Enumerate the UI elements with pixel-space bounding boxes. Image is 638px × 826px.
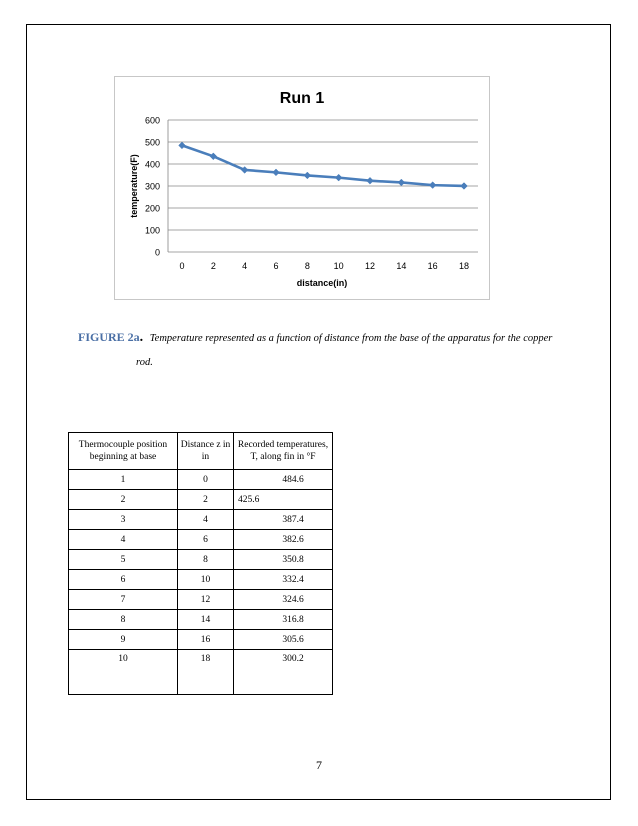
figure-caption xyxy=(78,325,578,375)
figure-caption-text: Temperature represented as a function of distance from the base of the apparatus for the copper xyxy=(149,333,553,344)
cell-temperature: 387.4 xyxy=(282,514,304,525)
data-point xyxy=(367,177,374,184)
header-thermocouple-position: Thermocouple position beginning at base xyxy=(69,433,178,470)
cell-distance: 10 xyxy=(178,570,234,590)
cell-position: 10 xyxy=(69,650,178,695)
table-row xyxy=(69,570,333,590)
y-tick-label: 300 xyxy=(144,181,160,192)
cell-temperature: 324.6 xyxy=(282,594,304,605)
x-tick-label: 16 xyxy=(427,261,438,271)
data-point xyxy=(429,182,436,189)
y-tick-label: 0 xyxy=(154,247,160,258)
cell-position: 6 xyxy=(69,570,178,590)
page-number: 7 xyxy=(316,758,322,772)
x-tick-label: 12 xyxy=(364,261,376,271)
cell-temperature: 350.8 xyxy=(282,554,304,565)
table-header-row xyxy=(69,433,333,470)
series-line xyxy=(182,145,464,186)
data-point xyxy=(273,169,280,176)
chart-title: Run 1 xyxy=(279,90,325,107)
header-recorded-temperatures: Recorded temperatures, T, along fin in °F xyxy=(234,433,333,470)
x-tick-label: 0 xyxy=(179,261,185,271)
x-tick-label: 18 xyxy=(458,261,470,271)
figure-label-dot: . xyxy=(139,330,144,345)
cell-position: 2 xyxy=(69,490,178,510)
y-tick-label: 200 xyxy=(144,203,160,214)
cell-distance: 4 xyxy=(178,510,234,530)
cell-distance: 18 xyxy=(178,650,234,695)
cell-distance: 0 xyxy=(178,470,234,490)
table-row xyxy=(69,470,333,490)
cell-distance: 14 xyxy=(178,610,234,630)
data-point xyxy=(461,183,468,190)
cell-position: 4 xyxy=(69,530,178,550)
table-row xyxy=(69,530,333,550)
cell-temperature: 305.6 xyxy=(282,634,304,645)
cell-distance: 6 xyxy=(178,530,234,550)
header-distance: Distance z in in xyxy=(178,433,234,470)
table-row xyxy=(69,490,333,510)
cell-position: 1 xyxy=(69,470,178,490)
data-point xyxy=(304,172,311,179)
y-tick-label: 100 xyxy=(144,225,160,236)
cell-distance: 8 xyxy=(178,550,234,570)
cell-position: 5 xyxy=(69,550,178,570)
table-row xyxy=(69,650,333,695)
x-tick-label: 4 xyxy=(242,261,248,271)
cell-position: 3 xyxy=(69,510,178,530)
cell-distance: 16 xyxy=(178,630,234,650)
table-row xyxy=(69,630,333,650)
cell-temperature: 332.4 xyxy=(282,574,304,585)
cell-distance: 2 xyxy=(178,490,234,510)
cell-position: 9 xyxy=(69,630,178,650)
cell-temperature: 316.8 xyxy=(282,614,304,625)
temperature-table xyxy=(68,432,333,695)
cell-temperature: 484.6 xyxy=(282,474,304,485)
x-tick-label: 8 xyxy=(304,261,310,271)
cell-position: 8 xyxy=(69,610,178,630)
cell-position: 7 xyxy=(69,590,178,610)
figure-caption-continuation: rod. xyxy=(136,357,153,368)
x-tick-label: 14 xyxy=(396,261,407,271)
y-tick-label: 400 xyxy=(144,159,160,170)
x-tick-label: 6 xyxy=(273,261,279,271)
x-tick-label: 10 xyxy=(333,261,344,271)
cell-temperature: 425.6 xyxy=(238,494,260,505)
y-axis-label: temperature(F) xyxy=(129,154,139,218)
table-row xyxy=(69,510,333,530)
x-tick-label: 2 xyxy=(210,261,216,271)
data-point xyxy=(179,142,186,149)
y-tick-label: 500 xyxy=(144,137,160,148)
figure-label: FIGURE 2a xyxy=(78,330,140,344)
cell-distance: 12 xyxy=(178,590,234,610)
data-point xyxy=(335,174,342,181)
x-axis-label: distance(in) xyxy=(296,278,348,288)
table-row xyxy=(69,590,333,610)
y-tick-label: 600 xyxy=(144,115,160,126)
cell-temperature: 382.6 xyxy=(282,534,304,545)
data-point xyxy=(398,179,405,186)
table-row xyxy=(69,550,333,570)
cell-temperature: 300.2 xyxy=(282,654,304,664)
table-row xyxy=(69,610,333,630)
